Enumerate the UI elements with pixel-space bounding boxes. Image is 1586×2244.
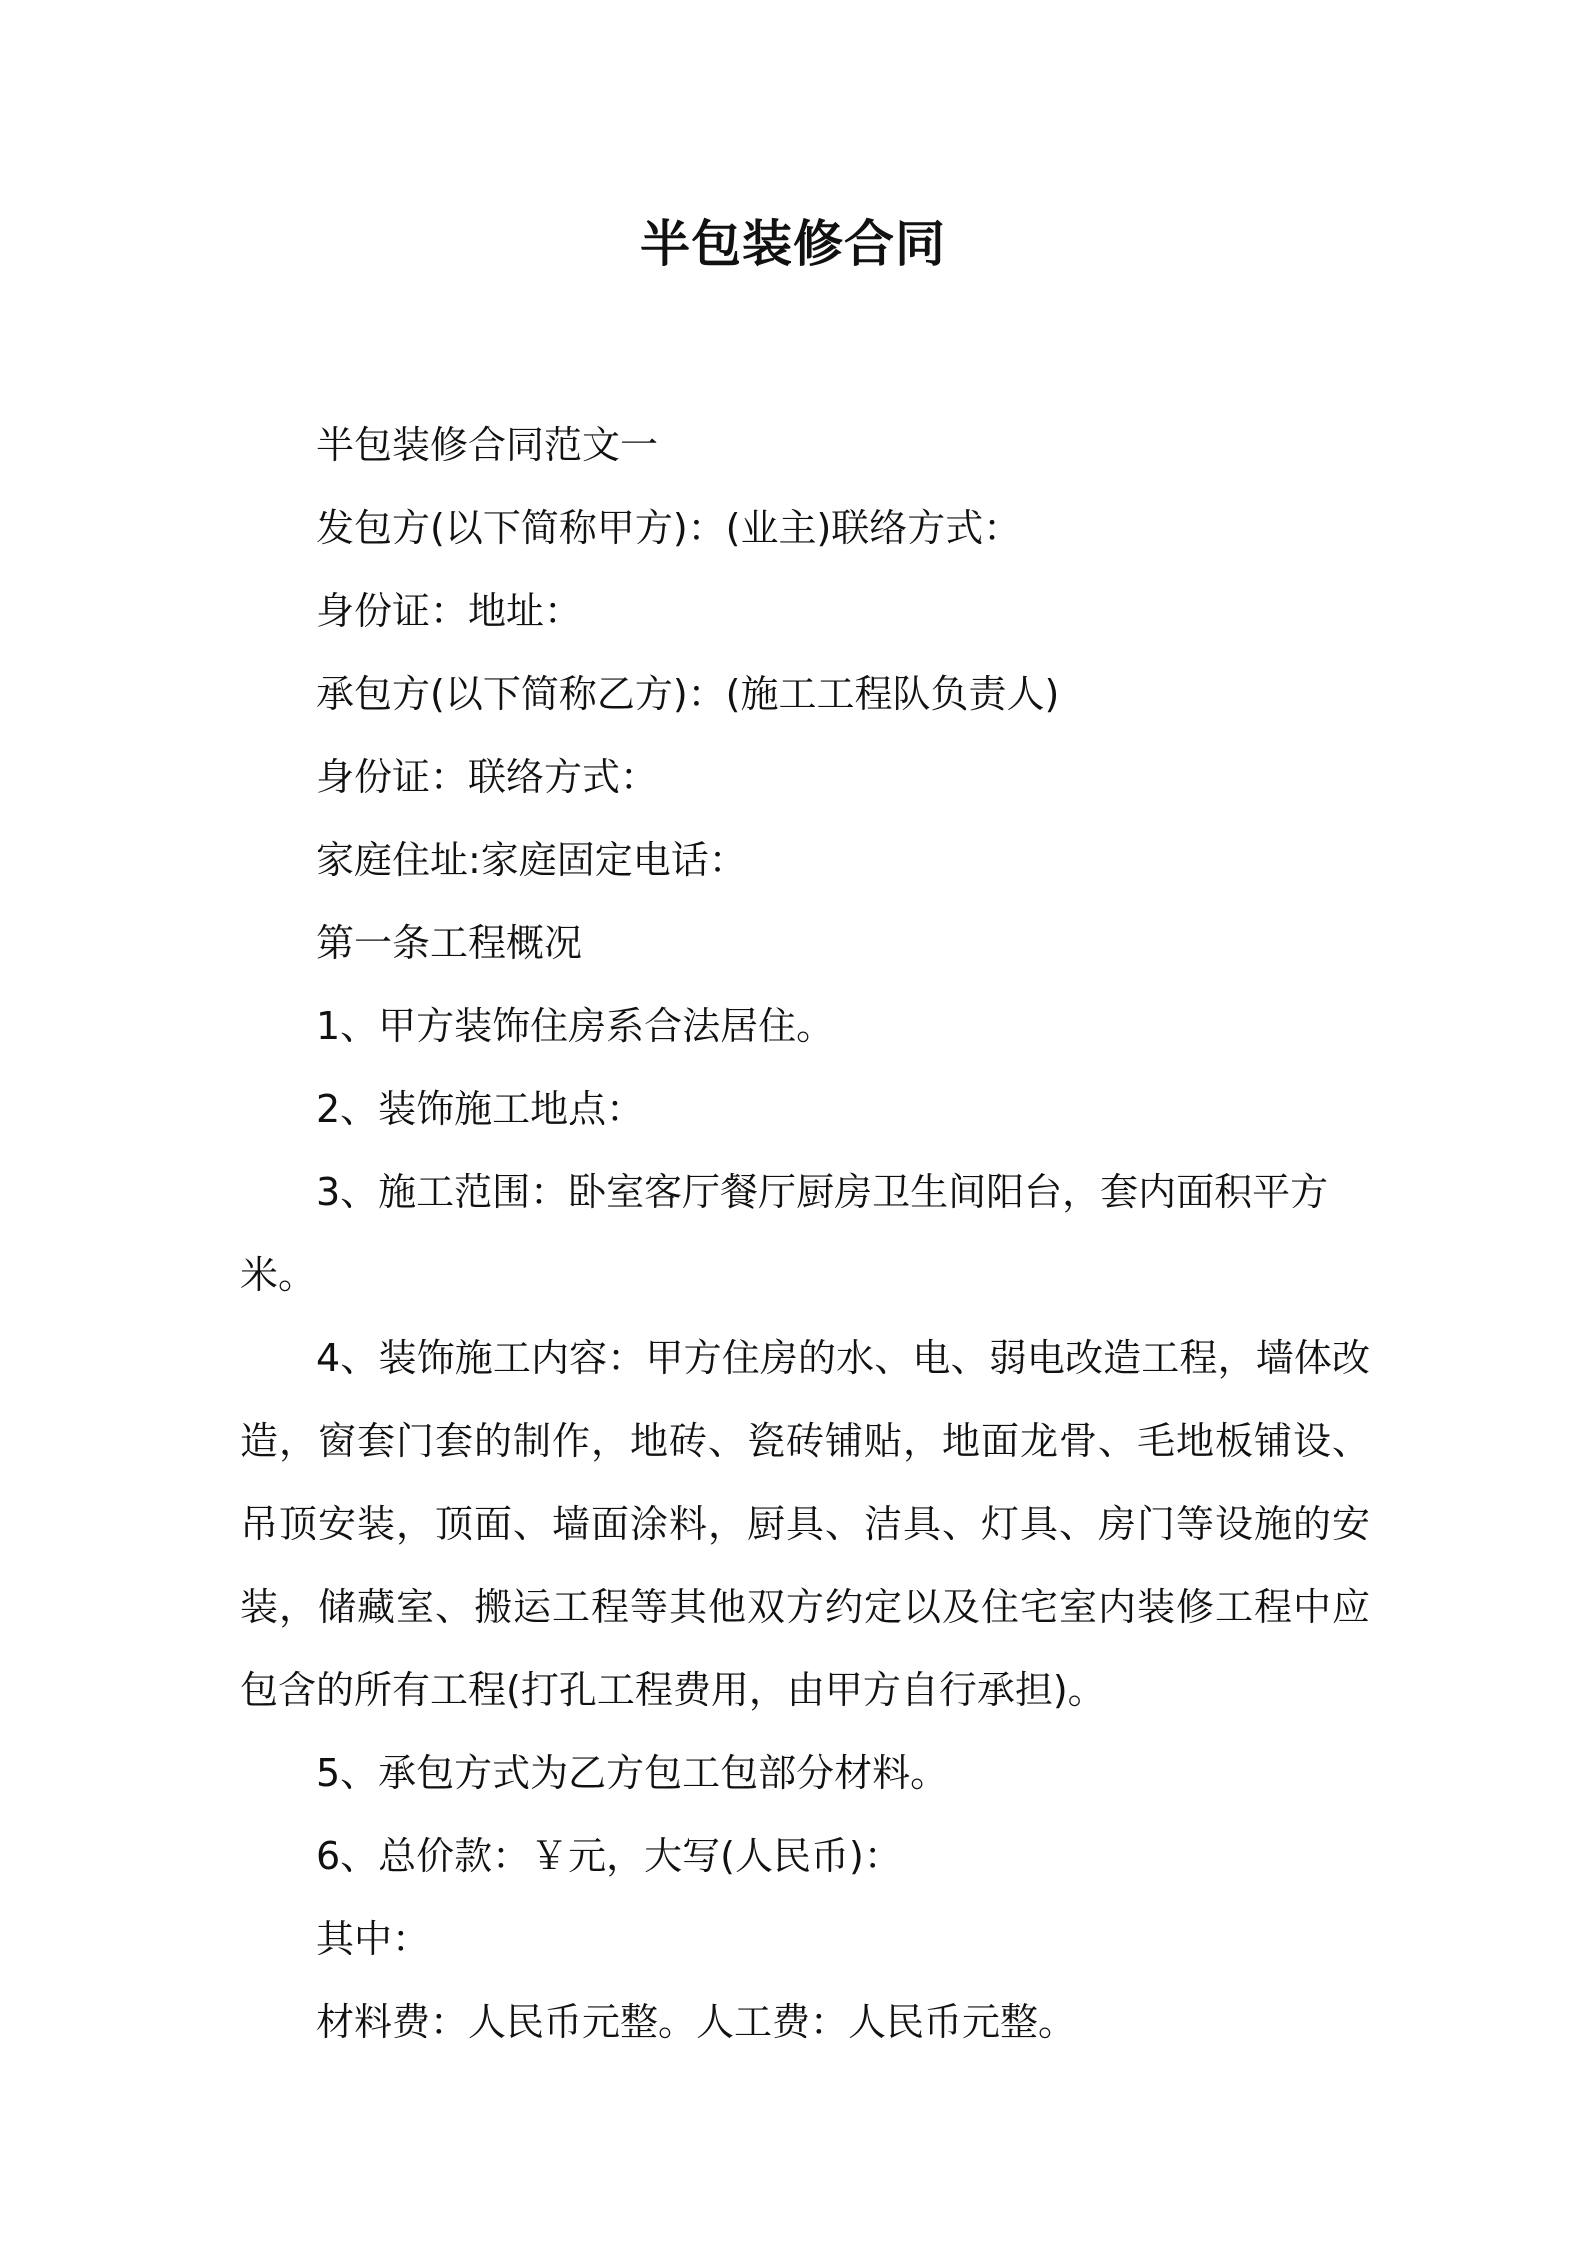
paragraph-party-a-id: 身份证：地址： — [316, 589, 583, 633]
paragraph-party-a: 发包方(以下简称甲方)：(业主)联络方式： — [316, 506, 1022, 550]
paragraph-article-one: 第一条工程概况 — [316, 921, 583, 965]
paragraph-item-6: 6、总价款：￥元，大写(人民币)： — [316, 1834, 902, 1878]
paragraph-item-5: 5、承包方式为乙方包工包部分材料。 — [316, 1751, 949, 1795]
paragraph-item-2: 2、装饰施工地点： — [316, 1087, 645, 1131]
paragraph-item-1: 1、甲方装饰住房系合法居住。 — [316, 1004, 835, 1048]
paragraph-sample-heading: 半包装修合同范文一 — [316, 423, 659, 467]
paragraph-party-b: 承包方(以下简称乙方)：(施工工程队负责人) — [316, 672, 1060, 716]
paragraph-item-3: 3、施工范围：卧室客厅餐厅厨房卫生间阳台，套内面积平方米。 — [240, 1170, 1329, 1297]
paragraph-of-which: 其中： — [316, 1917, 431, 1961]
document-title: 半包装修合同 — [640, 215, 946, 273]
paragraph-home-address: 家庭住址:家庭固定电话： — [316, 838, 747, 882]
paragraph-party-b-id: 身份证：联络方式： — [316, 755, 659, 799]
paragraph-item-4: 4、装饰施工内容：甲方住房的水、电、弱电改造工程，墙体改造，窗套门套的制作，地砖、瓷砖铺贴，地面龙骨、毛地板铺设、吊顶安装，顶面、墙面涂料，厨具、洁具、灯具、房门等设施的安装，储藏室、搬运工程等其他双方约定以及住宅室内装修工程中应包含的所有工程(打孔工程费用，由甲方自行承担)。 — [240, 1336, 1370, 1712]
document-body — [240, 404, 1370, 2064]
paragraph-fees: 材料费：人民币元整。人工费：人民币元整。 — [316, 2000, 1077, 2044]
